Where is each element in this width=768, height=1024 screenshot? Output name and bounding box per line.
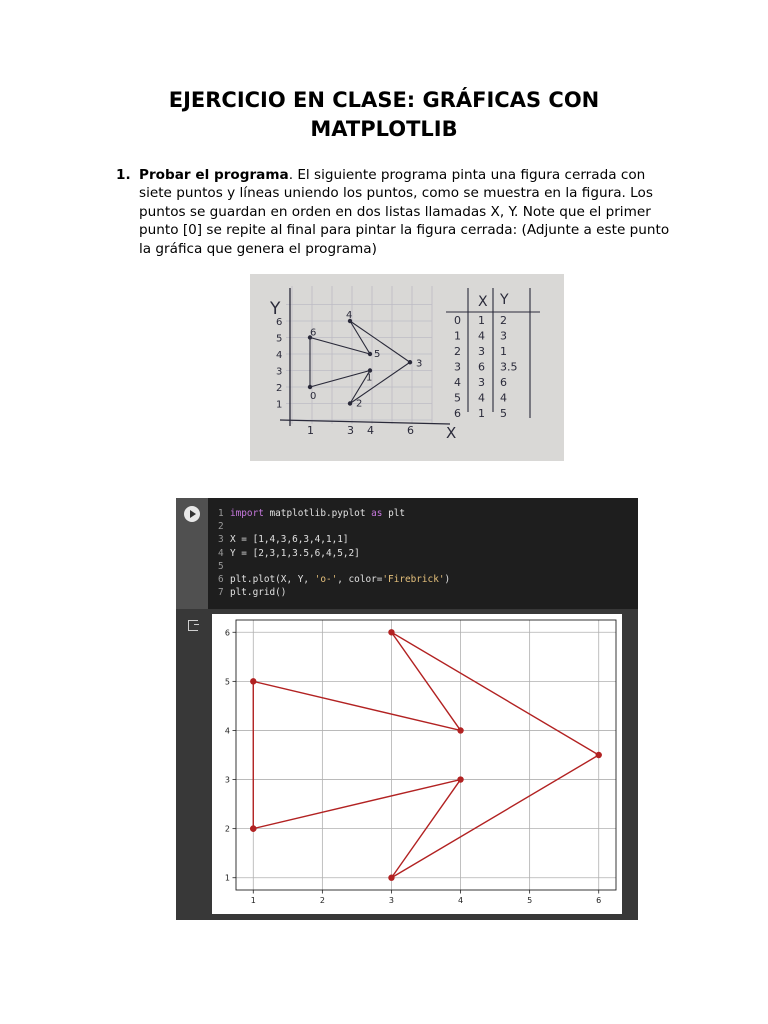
table-y-value: 1 xyxy=(500,345,507,358)
sketch-point-label: 4 xyxy=(346,310,353,321)
sketch-point xyxy=(308,385,312,389)
line-number: 3 xyxy=(218,534,224,546)
plot-output xyxy=(212,614,622,914)
table-x-value: 3 xyxy=(478,376,485,389)
table-x-value: 4 xyxy=(478,391,485,405)
sketch-y-tick: 1 xyxy=(276,399,283,411)
table-y-value: 4 xyxy=(500,391,507,405)
code-token: import xyxy=(230,508,264,519)
line-chart xyxy=(212,614,622,914)
handwritten-sketch-photo xyxy=(250,274,564,461)
sketch-y-tick: 6 xyxy=(276,317,283,328)
y-tick-label: 5 xyxy=(224,677,230,687)
sketch-point-label: 6 xyxy=(310,327,317,339)
table-index: 3 xyxy=(454,360,461,374)
code-line xyxy=(208,507,638,520)
x-tick-label: 5 xyxy=(527,896,533,905)
code-token: ) xyxy=(444,573,451,585)
item-body xyxy=(139,166,676,258)
sketch-point-label: 1 xyxy=(366,372,373,384)
sketch-point-label: 5 xyxy=(374,349,381,360)
sketch-y-tick: 3 xyxy=(276,366,283,378)
table-index: 2 xyxy=(454,345,461,358)
sketch-point xyxy=(368,352,372,356)
y-tick-label: 1 xyxy=(224,873,230,883)
notebook-cell xyxy=(176,498,638,920)
data-point xyxy=(457,776,463,782)
item-lead: Probar el programa xyxy=(139,167,289,183)
sketch-figure xyxy=(310,321,410,404)
line-number: 2 xyxy=(218,521,224,533)
table-y-value: 3 xyxy=(500,329,507,343)
sketch-point xyxy=(408,360,412,364)
output-icon[interactable] xyxy=(188,620,198,631)
table-index: 5 xyxy=(454,391,461,405)
y-tick-label: 6 xyxy=(224,628,230,638)
table-y-value: 6 xyxy=(500,376,507,389)
table-x-value: 1 xyxy=(478,407,485,420)
table-y-value: 3.5 xyxy=(500,360,518,374)
table-index: 0 xyxy=(454,314,461,327)
line-number: 6 xyxy=(218,573,224,585)
line-number: 7 xyxy=(218,587,224,599)
code-token: plt xyxy=(382,508,405,519)
x-tick-label: 1 xyxy=(250,896,256,905)
y-tick-label: 4 xyxy=(224,726,230,736)
table-x-value: 1 xyxy=(478,314,485,327)
table-x-value: 4 xyxy=(478,329,485,343)
sketch-y-tick: 5 xyxy=(276,333,283,345)
sketch-point-label: 0 xyxy=(310,391,317,402)
table-x-value: 6 xyxy=(478,360,485,374)
sketch-svg xyxy=(250,274,564,461)
sketch-x-axis xyxy=(280,420,450,424)
axes-frame xyxy=(236,620,616,890)
item-number: 1. xyxy=(116,167,131,183)
code-token: 'Firebrick' xyxy=(382,573,445,585)
code-editor[interactable] xyxy=(208,498,638,609)
sketch-point xyxy=(348,401,352,405)
code-token: X = [1,4,3,6,3,4,1,1] xyxy=(230,534,349,546)
line-number: 4 xyxy=(218,547,224,559)
code-line xyxy=(208,547,638,560)
table-index: 6 xyxy=(454,407,461,420)
x-tick-label: 2 xyxy=(319,896,325,905)
data-point xyxy=(388,875,394,881)
code-token: as xyxy=(371,508,383,519)
page-title xyxy=(120,86,648,144)
data-point xyxy=(250,678,256,684)
data-point xyxy=(457,727,463,733)
table-index: 4 xyxy=(454,376,461,389)
sketch-y-axis-label: Y xyxy=(270,299,281,319)
y-tick-label: 3 xyxy=(224,775,230,785)
table-index: 1 xyxy=(454,329,461,343)
item-text: . El siguiente programa pinta una figura cerrada con siete puntos y líneas uniendo los puntos, como se muestra en la figura. Los puntos se guardan en orden en dos listas llamadas X, Y. Note que el primer punto [0] se repite al final para pintar la figura cerrada: (Adjunte a este punto la gráfica que genera el programa) xyxy=(139,167,670,257)
title-line-1: EJERCICIO EN CLASE: GRÁFICAS CON xyxy=(168,88,600,112)
x-tick-label: 3 xyxy=(388,896,395,905)
code-line xyxy=(208,520,638,533)
sketch-y-tick: 2 xyxy=(276,383,283,394)
sketch-x-tick: 3 xyxy=(347,424,354,437)
x-tick-label: 4 xyxy=(457,896,464,905)
table-header-y: Y xyxy=(500,292,509,308)
code-line xyxy=(208,560,638,573)
sketch-y-tick: 4 xyxy=(276,350,283,361)
line-number: 5 xyxy=(218,560,224,572)
exercise-item-1 xyxy=(116,166,676,258)
code-token: 'o-' xyxy=(314,573,338,585)
table-y-value: 5 xyxy=(500,407,507,420)
code-token: plt.plot(X, Y, xyxy=(230,573,315,585)
table-header-x: X xyxy=(478,294,488,310)
code-token: Y = [2,3,1,3.5,6,4,5,2] xyxy=(230,547,360,559)
cell-gutter xyxy=(176,498,208,609)
code-token: matplotlib.pyplot xyxy=(263,508,372,519)
sketch-point-label: 2 xyxy=(356,398,363,410)
title-line-2: MATPLOTLIB xyxy=(310,117,458,141)
code-line xyxy=(208,533,638,546)
data-point xyxy=(596,752,602,758)
code-token: plt.grid() xyxy=(230,587,287,599)
code-line xyxy=(208,586,638,599)
run-cell-button[interactable] xyxy=(184,506,200,522)
table-x-value: 3 xyxy=(478,345,485,358)
y-tick-label: 2 xyxy=(224,824,230,834)
table-y-value: 2 xyxy=(500,314,507,327)
code-line xyxy=(208,573,638,586)
x-tick-label: 6 xyxy=(596,896,602,905)
data-point xyxy=(250,825,256,831)
code-token: , color= xyxy=(337,573,383,585)
sketch-x-tick: 4 xyxy=(367,424,374,437)
sketch-x-tick: 1 xyxy=(307,424,314,437)
sketch-x-axis-label: X xyxy=(446,424,457,442)
sketch-point-label: 3 xyxy=(416,358,423,370)
sketch-x-tick: 6 xyxy=(407,424,414,437)
line-number: 1 xyxy=(218,508,224,519)
data-point xyxy=(388,629,394,635)
series-line xyxy=(253,632,598,877)
